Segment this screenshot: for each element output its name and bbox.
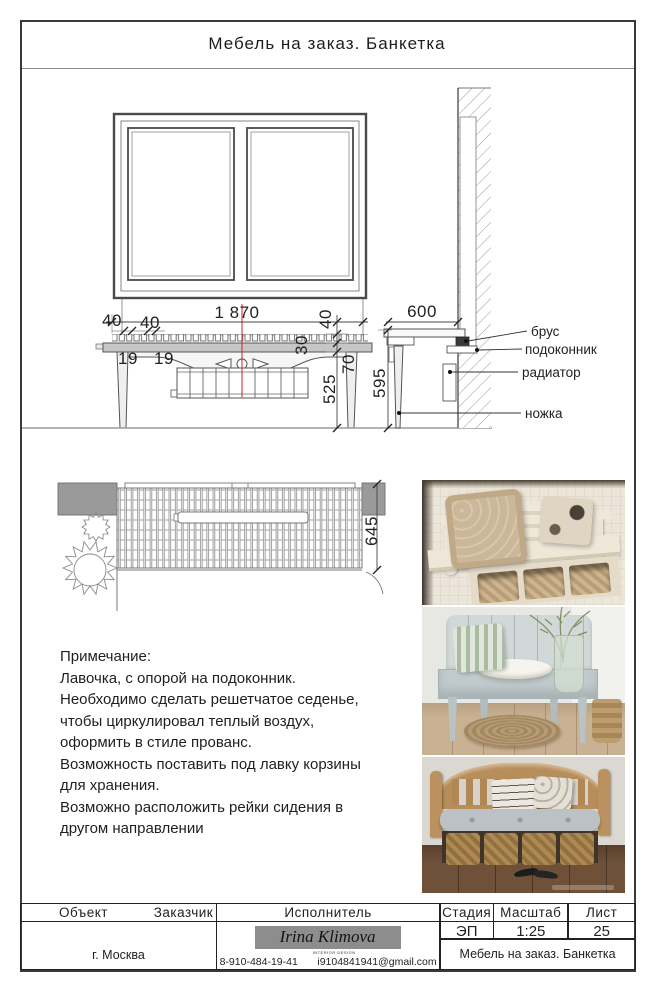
window-side: [460, 117, 476, 346]
dim-gap2: 19: [154, 349, 174, 368]
radiator-plan: [178, 512, 308, 523]
object-label: Объект: [59, 905, 108, 920]
bench-seat-front: [103, 343, 372, 352]
stage-label: Стадия: [442, 905, 492, 920]
leg-side: [394, 346, 403, 428]
grey-cushion: [440, 809, 600, 831]
designer-phone: 8-910-484-19-41: [219, 955, 298, 968]
notes-line: для хранения.: [60, 777, 160, 794]
dim-40: 40: [316, 309, 335, 329]
scale-label: Масштаб: [500, 905, 562, 920]
slats-plan: [117, 488, 362, 568]
customer-label: Заказчик: [153, 905, 214, 920]
reference-photo-3: [422, 757, 625, 893]
sheet-value: 25: [593, 922, 611, 940]
label-sill: подоконник: [525, 342, 597, 357]
project-name: Мебель на заказ. Банкетка: [459, 947, 616, 962]
ruffled-pillow: [444, 488, 527, 570]
dim-depth: 600: [407, 302, 437, 321]
wicker-basket: [560, 833, 594, 865]
sheet-title: Мебель на заказ. Банкетка: [208, 34, 446, 53]
label-leg: ножка: [525, 406, 563, 421]
label-radiator: радиатор: [522, 365, 581, 380]
reference-photo-1: [422, 480, 625, 605]
executor-label: Исполнитель: [284, 905, 372, 920]
notes-line: Необходимо сделать решетчатое седенье,: [60, 691, 359, 708]
logo-subtext: INTERIOR DESIGN: [312, 949, 356, 955]
glass-vase: [554, 635, 584, 693]
textured-pillow: [533, 776, 573, 811]
plant-symbol: [63, 513, 117, 594]
notes-block: [60, 646, 420, 840]
front-elevation: [22, 114, 492, 428]
reference-photo-2: [422, 607, 625, 755]
wicker-basket: [477, 570, 519, 603]
wicker-basket: [446, 833, 480, 865]
label-beam: брус: [531, 324, 560, 339]
wicker-basket: [484, 833, 518, 865]
wicker-basket: [592, 699, 622, 743]
notes-line: Возможность поставить под лавку корзины: [60, 755, 361, 773]
round-rug: [464, 715, 560, 747]
title-block: [20, 903, 636, 970]
dim-slat2: 40: [140, 313, 160, 332]
notes-title: Примечание:: [60, 648, 151, 665]
wall-cut-left: [58, 483, 117, 515]
radiator-front: [171, 368, 308, 398]
bench-slats-front: [112, 334, 368, 343]
plan-view: [58, 480, 385, 611]
wicker-basket: [569, 562, 611, 595]
wicker-basket: [523, 566, 565, 599]
stage-value: ЭП: [455, 922, 478, 940]
wicker-basket: [522, 833, 556, 865]
dim-slat1: 40: [102, 311, 122, 330]
sill-block: [447, 346, 477, 353]
designer-email: i9104841941@gmail.com: [317, 955, 437, 968]
side-section: [370, 88, 597, 432]
notes-line: Возможно расположить рейки сидения в: [60, 798, 344, 816]
notes-line: Лавочка, с опорой на подоконник.: [60, 669, 296, 687]
dim-plan-depth: 645: [362, 516, 381, 546]
notes-line: чтобы циркулировал теплый воздух,: [60, 712, 315, 730]
notes-line: оформить в стиле прованс.: [60, 734, 252, 751]
photo-watermark: [552, 885, 614, 890]
dim-gap1: 19: [118, 349, 138, 368]
sheet-label: Лист: [586, 905, 618, 920]
striped-pillow: [452, 623, 506, 673]
dim-595: 595: [370, 368, 389, 398]
scale-value: 1:25: [516, 922, 546, 940]
city-cell: г. Москва: [92, 947, 145, 962]
print-pillow: [538, 496, 593, 546]
designer-logo: Irina Klimova: [255, 926, 401, 949]
seat-side: [384, 329, 465, 337]
notes-line: другом направлении: [60, 820, 204, 837]
dim-width: 1 870: [214, 303, 260, 322]
radiator-side: [443, 364, 456, 401]
dim-525: 525: [320, 374, 339, 404]
dim-30: 30: [292, 335, 311, 355]
window-front: [114, 114, 366, 298]
dim-70: 70: [339, 354, 358, 374]
